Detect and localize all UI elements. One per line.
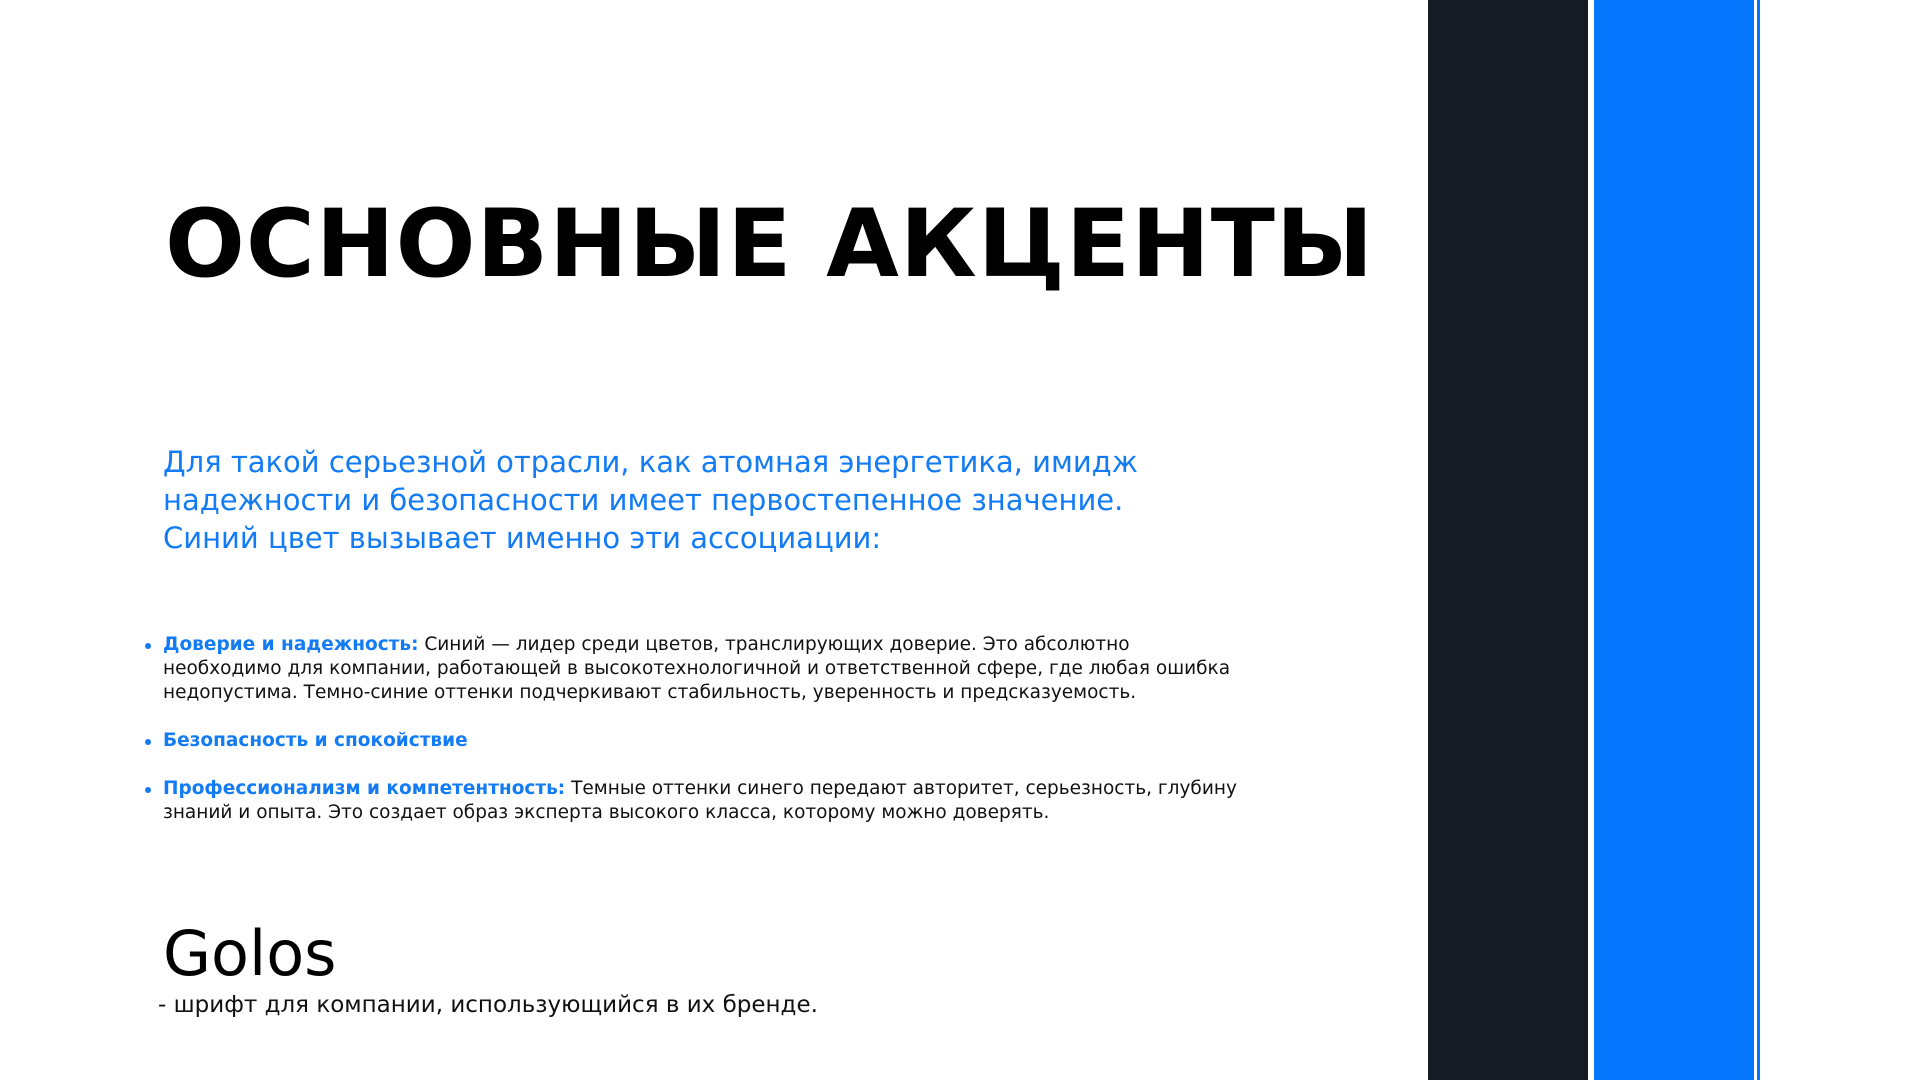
bullet-heading: Доверие и надежность: — [163, 634, 419, 655]
bullet-text: Синий — лидер среди цветов, транслирующих доверие. Это абсолютно необходимо для компании, работающей в высокотехнологичной и ответственной сфере, где любая ошибка недопустима. Темно-синие оттенки подчеркивают стабильность, уверенность и предсказуемость. — [163, 634, 1231, 703]
blue-color-stripe — [1594, 0, 1754, 1080]
bullet-list — [163, 633, 1243, 849]
bullet-item-professionalism — [163, 777, 1243, 825]
bullet-item-trust — [163, 633, 1243, 705]
bullet-text: Темные оттенки синего передают авторитет, серьезность, глубину знаний и опыта. Это создает образ эксперта высокого класса, которому можно доверять. — [163, 778, 1237, 823]
dark-color-stripe — [1428, 0, 1588, 1080]
slide-title: ОСНОВНЫЕ АКЦЕНТЫ — [165, 190, 1375, 299]
bullet-heading: Безопасность и спокойствие — [163, 730, 468, 751]
bullet-item-safety — [163, 729, 1243, 753]
intro-paragraph: Для такой серьезной отрасли, как атомная энергетика, имидж надежности и безопасности имеет первостепенное значение. Синий цвет вызывает именно эти ассоциации: — [163, 445, 1138, 555]
font-name: Golos — [163, 917, 337, 990]
bullet-heading: Профессионализм и компетентность: — [163, 778, 566, 799]
blue-thin-stripe — [1757, 0, 1760, 1080]
font-description: - шрифт для компании, использующийся в их бренде. — [158, 992, 818, 1018]
